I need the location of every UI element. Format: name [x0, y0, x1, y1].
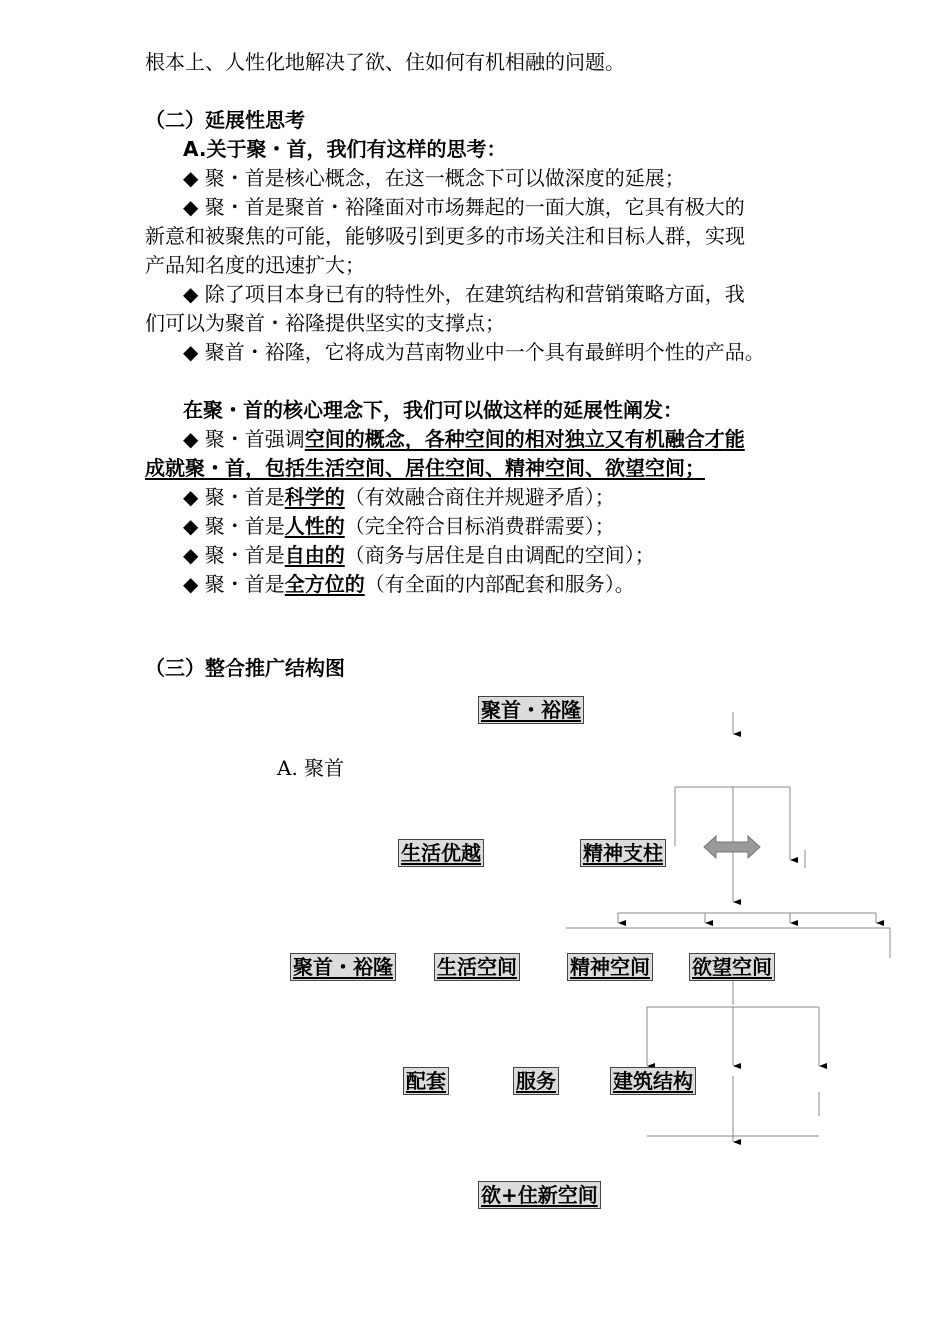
bullet-item-3-line-2: 们可以为聚首・裕隆提供坚实的支撑点； — [145, 311, 505, 335]
bullet-icon: ◆ — [183, 427, 199, 451]
diagram-node-life-space: 生活空间 — [434, 953, 520, 981]
core-item-note: （商务与居住是自由调配的空间）； — [344, 543, 655, 567]
bullet-icon: ◆ — [183, 282, 199, 306]
bullet-icon: ◆ — [183, 195, 199, 219]
bullet-text: 聚首・裕隆，它将成为莒南物业中一个具有最鲜明个性的产品。 — [204, 340, 765, 364]
diagram-label-a: A. 聚首 — [277, 756, 345, 780]
core-item-text: 聚・首是 — [204, 572, 285, 596]
diagram-node-facilities: 配套 — [403, 1067, 449, 1095]
core-heading: 在聚・首的核心理念下，我们可以做这样的延展性阐发： — [183, 398, 683, 422]
diagram-node-juyu: 聚首・裕隆 — [290, 953, 396, 981]
core-item-emphasis: 人性的 — [284, 514, 345, 538]
core-item-emphasis: 自由的 — [284, 543, 345, 567]
core-item-note: （有效融合商住并规避矛盾）； — [344, 485, 615, 509]
section-heading-2: （二）延展性思考 — [145, 108, 305, 132]
core-item-text: 聚・首是 — [204, 543, 285, 567]
bullet-text: 除了项目本身已有的特性外，在建筑结构和营销策略方面，我 — [204, 282, 745, 306]
bullet-icon: ◆ — [183, 543, 199, 567]
diagram-node-desire-space: 欲望空间 — [689, 953, 775, 981]
bullet-text: 聚・首是聚首・裕隆面对市场舞起的一面大旗，它具有极大的 — [204, 195, 745, 219]
core-item-1-line-2: 成就聚・首，包括生活空间、居住空间、精神空间、欲望空间； — [145, 456, 705, 480]
core-item-emphasis: 全方位的 — [284, 572, 365, 596]
bullet-icon: ◆ — [183, 514, 199, 538]
core-item-text: 聚・首是 — [204, 485, 285, 509]
bullet-icon: ◆ — [183, 485, 199, 509]
diagram-node-bottom: 欲+住新空间 — [478, 1181, 601, 1209]
bullet-item-2-line-2: 新意和被聚焦的可能，能够吸引到更多的市场关注和目标人群，实现 — [145, 224, 745, 248]
diagram-node-architecture: 建筑结构 — [610, 1067, 696, 1095]
section-heading-3: （三）整合推广结构图 — [145, 656, 345, 680]
bullet-icon: ◆ — [183, 572, 199, 596]
core-item-emphasis: 科学的 — [284, 485, 345, 509]
paragraph-intro: 根本上、人性化地解决了欲、住如何有机相融的问题。 — [145, 50, 625, 74]
core-item-text: 聚・首强调 — [204, 427, 305, 451]
bullet-item-2-line-3: 产品知名度的迅速扩大； — [145, 253, 365, 277]
core-item-text: 聚・首是 — [204, 514, 285, 538]
core-item-emphasis: 空间的概念，各种空间的相对独立又有机融合才能 — [304, 427, 745, 451]
double-arrow-icon — [703, 835, 761, 859]
bullet-icon: ◆ — [183, 166, 199, 190]
diagram-node-service: 服务 — [513, 1067, 559, 1095]
core-item-note: （有全面的内部配套和服务）。 — [364, 572, 635, 596]
diagram-node-spirit-space: 精神空间 — [567, 953, 653, 981]
subheading-a: A.关于聚・首，我们有这样的思考： — [183, 137, 507, 161]
bullet-text: 聚・首是核心概念，在这一概念下可以做深度的延展； — [204, 166, 685, 190]
bullet-icon: ◆ — [183, 340, 199, 364]
core-item-note: （完全符合目标消费群需要）； — [344, 514, 615, 538]
diagram-node-life-superior: 生活优越 — [398, 839, 484, 867]
diagram-node-spirit-support: 精神支柱 — [580, 839, 666, 867]
diagram-node-top: 聚首・裕隆 — [478, 696, 584, 724]
